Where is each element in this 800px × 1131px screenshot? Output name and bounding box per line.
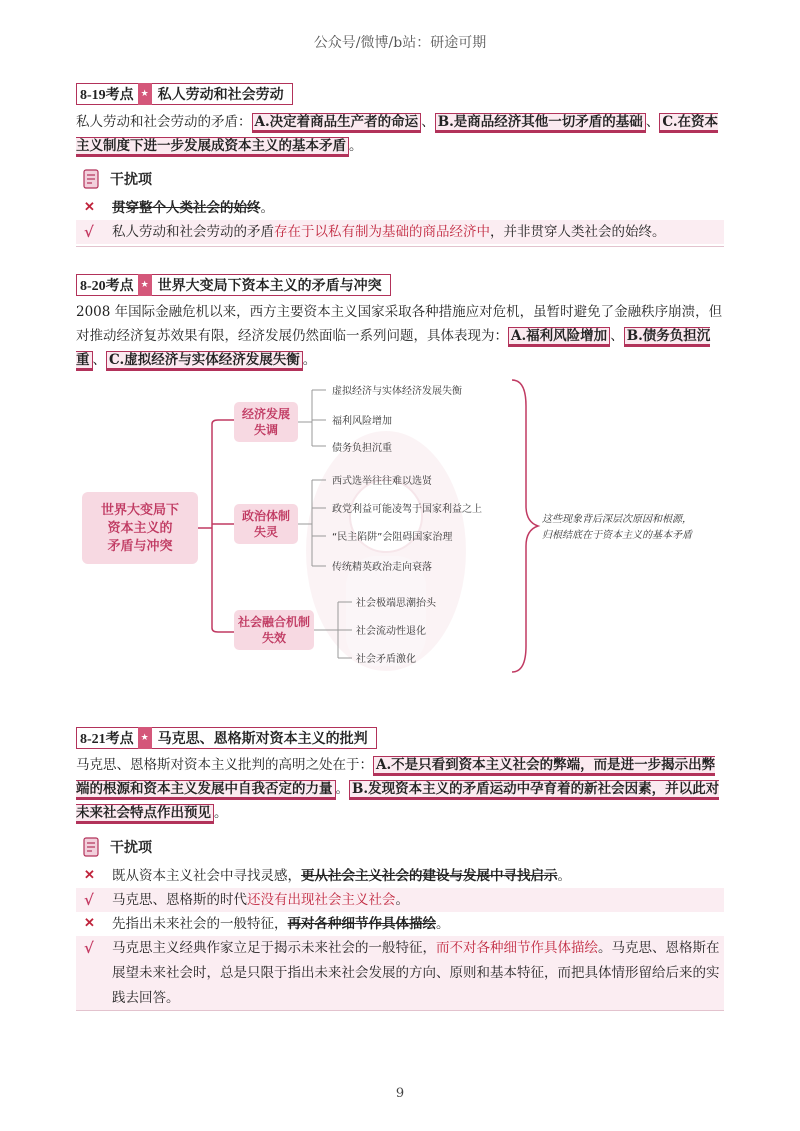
document-icon	[80, 836, 102, 858]
separator: 、	[645, 114, 660, 130]
cross-icon: ✕	[84, 200, 95, 215]
star-icon: ★	[138, 83, 152, 105]
highlight-b: B.债务负担沉重	[76, 327, 710, 371]
red-text: 而不对各种细节作具体描绘	[436, 940, 598, 956]
note-line-1: 这些现象背后深层次原因和根源，	[542, 514, 692, 525]
struck-text: 再对各种细节作具体描绘	[287, 916, 436, 932]
leaf-item: 社会矛盾激化	[356, 654, 416, 665]
separator: 。	[335, 781, 349, 797]
document-icon	[80, 168, 102, 190]
section-name: 私人劳动和社会劳动	[152, 83, 293, 105]
branch-label: 失效	[261, 631, 287, 645]
distractor-row	[76, 912, 724, 936]
separator: 、	[421, 114, 435, 130]
divider	[76, 246, 724, 247]
leaf-item: 虚拟经济与实体经济发展失衡	[332, 386, 462, 397]
section-title-8-20	[76, 274, 391, 296]
correction-row	[76, 220, 724, 244]
root-label-1: 世界大变局下	[100, 503, 180, 518]
section-title-8-19	[76, 83, 293, 105]
leaf-item: 债务负担沉重	[332, 443, 392, 454]
section-code: 8-21考点	[76, 727, 138, 749]
row-text: 。马克思、恩格斯在展望未来社会时，总是只限于指出未来社会发展的方向、原则和基本特征，而把具体情形留给后来的实践去回答。	[112, 940, 720, 1006]
intro-text: 马克思、恩格斯对资本主义批判的高明之处在于：	[76, 757, 373, 773]
page-number: 9	[395, 1086, 405, 1101]
cross-icon: ✕	[84, 916, 95, 931]
page-header: 公众号/微博/b站：研途可期	[313, 35, 487, 51]
leaf-item: 政党利益可能凌驾于国家利益之上	[332, 504, 482, 515]
row-text: 既从资本主义社会中寻找灵感，	[112, 868, 301, 884]
leaf-item: 西式选举往往难以选贤	[332, 476, 432, 487]
note-line-2: 归根结底在于资本主义的基本矛盾	[542, 530, 692, 541]
divider	[76, 1010, 724, 1011]
row-text: 先指出未来社会的一般特征，	[112, 916, 288, 932]
brace	[512, 380, 538, 672]
red-text: 还没有出现社会主义社会	[247, 892, 396, 908]
highlight-a: A.决定着商品生产者的命运	[252, 113, 422, 133]
check-icon: √	[84, 939, 94, 957]
check-icon: √	[84, 223, 94, 241]
separator: 。	[349, 138, 363, 154]
row-text: ，并非贯穿人类社会的始终。	[490, 224, 666, 240]
intro-text: 2008 年国际金融危机以来，西方主要资本主义国家采取各种措施应对危机，虽暂时避免了金融秩序崩溃，但对推动经济复苏效果有限，经济发展仍然面临一系列问题，具体表现为：	[76, 304, 723, 344]
section-name: 世界大变局下资本主义的矛盾与冲突	[152, 274, 391, 296]
paragraph-8-21	[76, 753, 724, 825]
struck-text: 更从社会主义社会的建设与发展中寻找启示	[301, 868, 558, 884]
branch-label: 社会融合机制	[237, 615, 311, 629]
check-icon: √	[84, 891, 94, 909]
struck-text: 贯穿整个人类社会的始终	[112, 200, 261, 216]
red-text: 存在于以私有制为基础的商品经济中	[274, 224, 490, 240]
leaf-item: “民主陷阱”会阻碍国家治理	[332, 532, 453, 543]
section-code: 8-19考点	[76, 83, 138, 105]
cross-icon: ✕	[84, 868, 95, 883]
correction-row	[76, 936, 724, 1011]
leaf-item: 传统精英政治走向衰落	[332, 562, 432, 573]
branch-label: 经济发展	[241, 407, 291, 421]
section-code: 8-20考点	[76, 274, 138, 296]
root-label-2: 资本主义的	[107, 521, 173, 536]
section-name: 马克思、恩格斯对资本主义的批判	[152, 727, 377, 749]
highlight-c: C.在资本主义制度下进一步发展成资本主义的基本矛盾	[76, 113, 718, 157]
branch-label: 失调	[253, 423, 279, 437]
paragraph-8-20	[76, 300, 724, 372]
row-text: 马克思、恩格斯的时代	[112, 892, 247, 908]
connector	[298, 390, 326, 446]
leaf-item: 社会流动性退化	[356, 626, 426, 637]
row-text: 私人劳动和社会劳动的矛盾	[112, 224, 274, 240]
root-label-3: 矛盾与冲突	[107, 539, 173, 554]
distractor-label: 干扰项	[110, 840, 152, 856]
correction-row	[76, 888, 724, 912]
paragraph-8-19	[76, 110, 724, 158]
separator: 、	[610, 328, 624, 344]
star-icon: ★	[138, 274, 152, 296]
leaf-item: 福利风险增加	[332, 416, 392, 427]
highlight-a: A.福利风险增加	[508, 327, 610, 347]
branch-label: 政治体制	[241, 509, 291, 523]
row-text: 马克思主义经典作家立足于揭示未来社会的一般特征，	[112, 940, 436, 956]
distractor-row	[76, 196, 724, 220]
connector	[198, 420, 234, 632]
separator: 。	[260, 200, 274, 216]
branch-label: 失灵	[253, 525, 279, 539]
distractor-heading	[80, 836, 152, 858]
distractor-row	[76, 864, 724, 888]
separator: 。	[302, 352, 317, 368]
leaf-item: 社会极端思潮抬头	[356, 598, 436, 609]
highlight-b: B.是商品经济其他一切矛盾的基础	[435, 113, 646, 133]
distractor-label: 干扰项	[110, 172, 152, 188]
section-title-8-21	[76, 727, 377, 749]
separator: 。	[214, 805, 228, 821]
separator: 。	[395, 892, 409, 908]
separator: 。	[436, 916, 450, 932]
highlight-c: C.虚拟经济与实体经济发展失衡	[106, 351, 303, 371]
mindmap	[76, 376, 724, 696]
star-icon: ★	[138, 727, 152, 749]
separator: 、	[92, 352, 106, 368]
intro-text: 私人劳动和社会劳动的矛盾：	[76, 114, 252, 130]
separator: 。	[557, 868, 571, 884]
highlight-a: A.不是只看到资本主义社会的弊端，而是进一步揭示出弊端的根源和资本主义发展中自我否定的力量	[76, 756, 715, 800]
highlight-b: B.发现资本主义的矛盾运动中孕育着的新社会因素，并以此对未来社会特点作出预见	[76, 780, 719, 824]
distractor-heading	[80, 168, 152, 190]
